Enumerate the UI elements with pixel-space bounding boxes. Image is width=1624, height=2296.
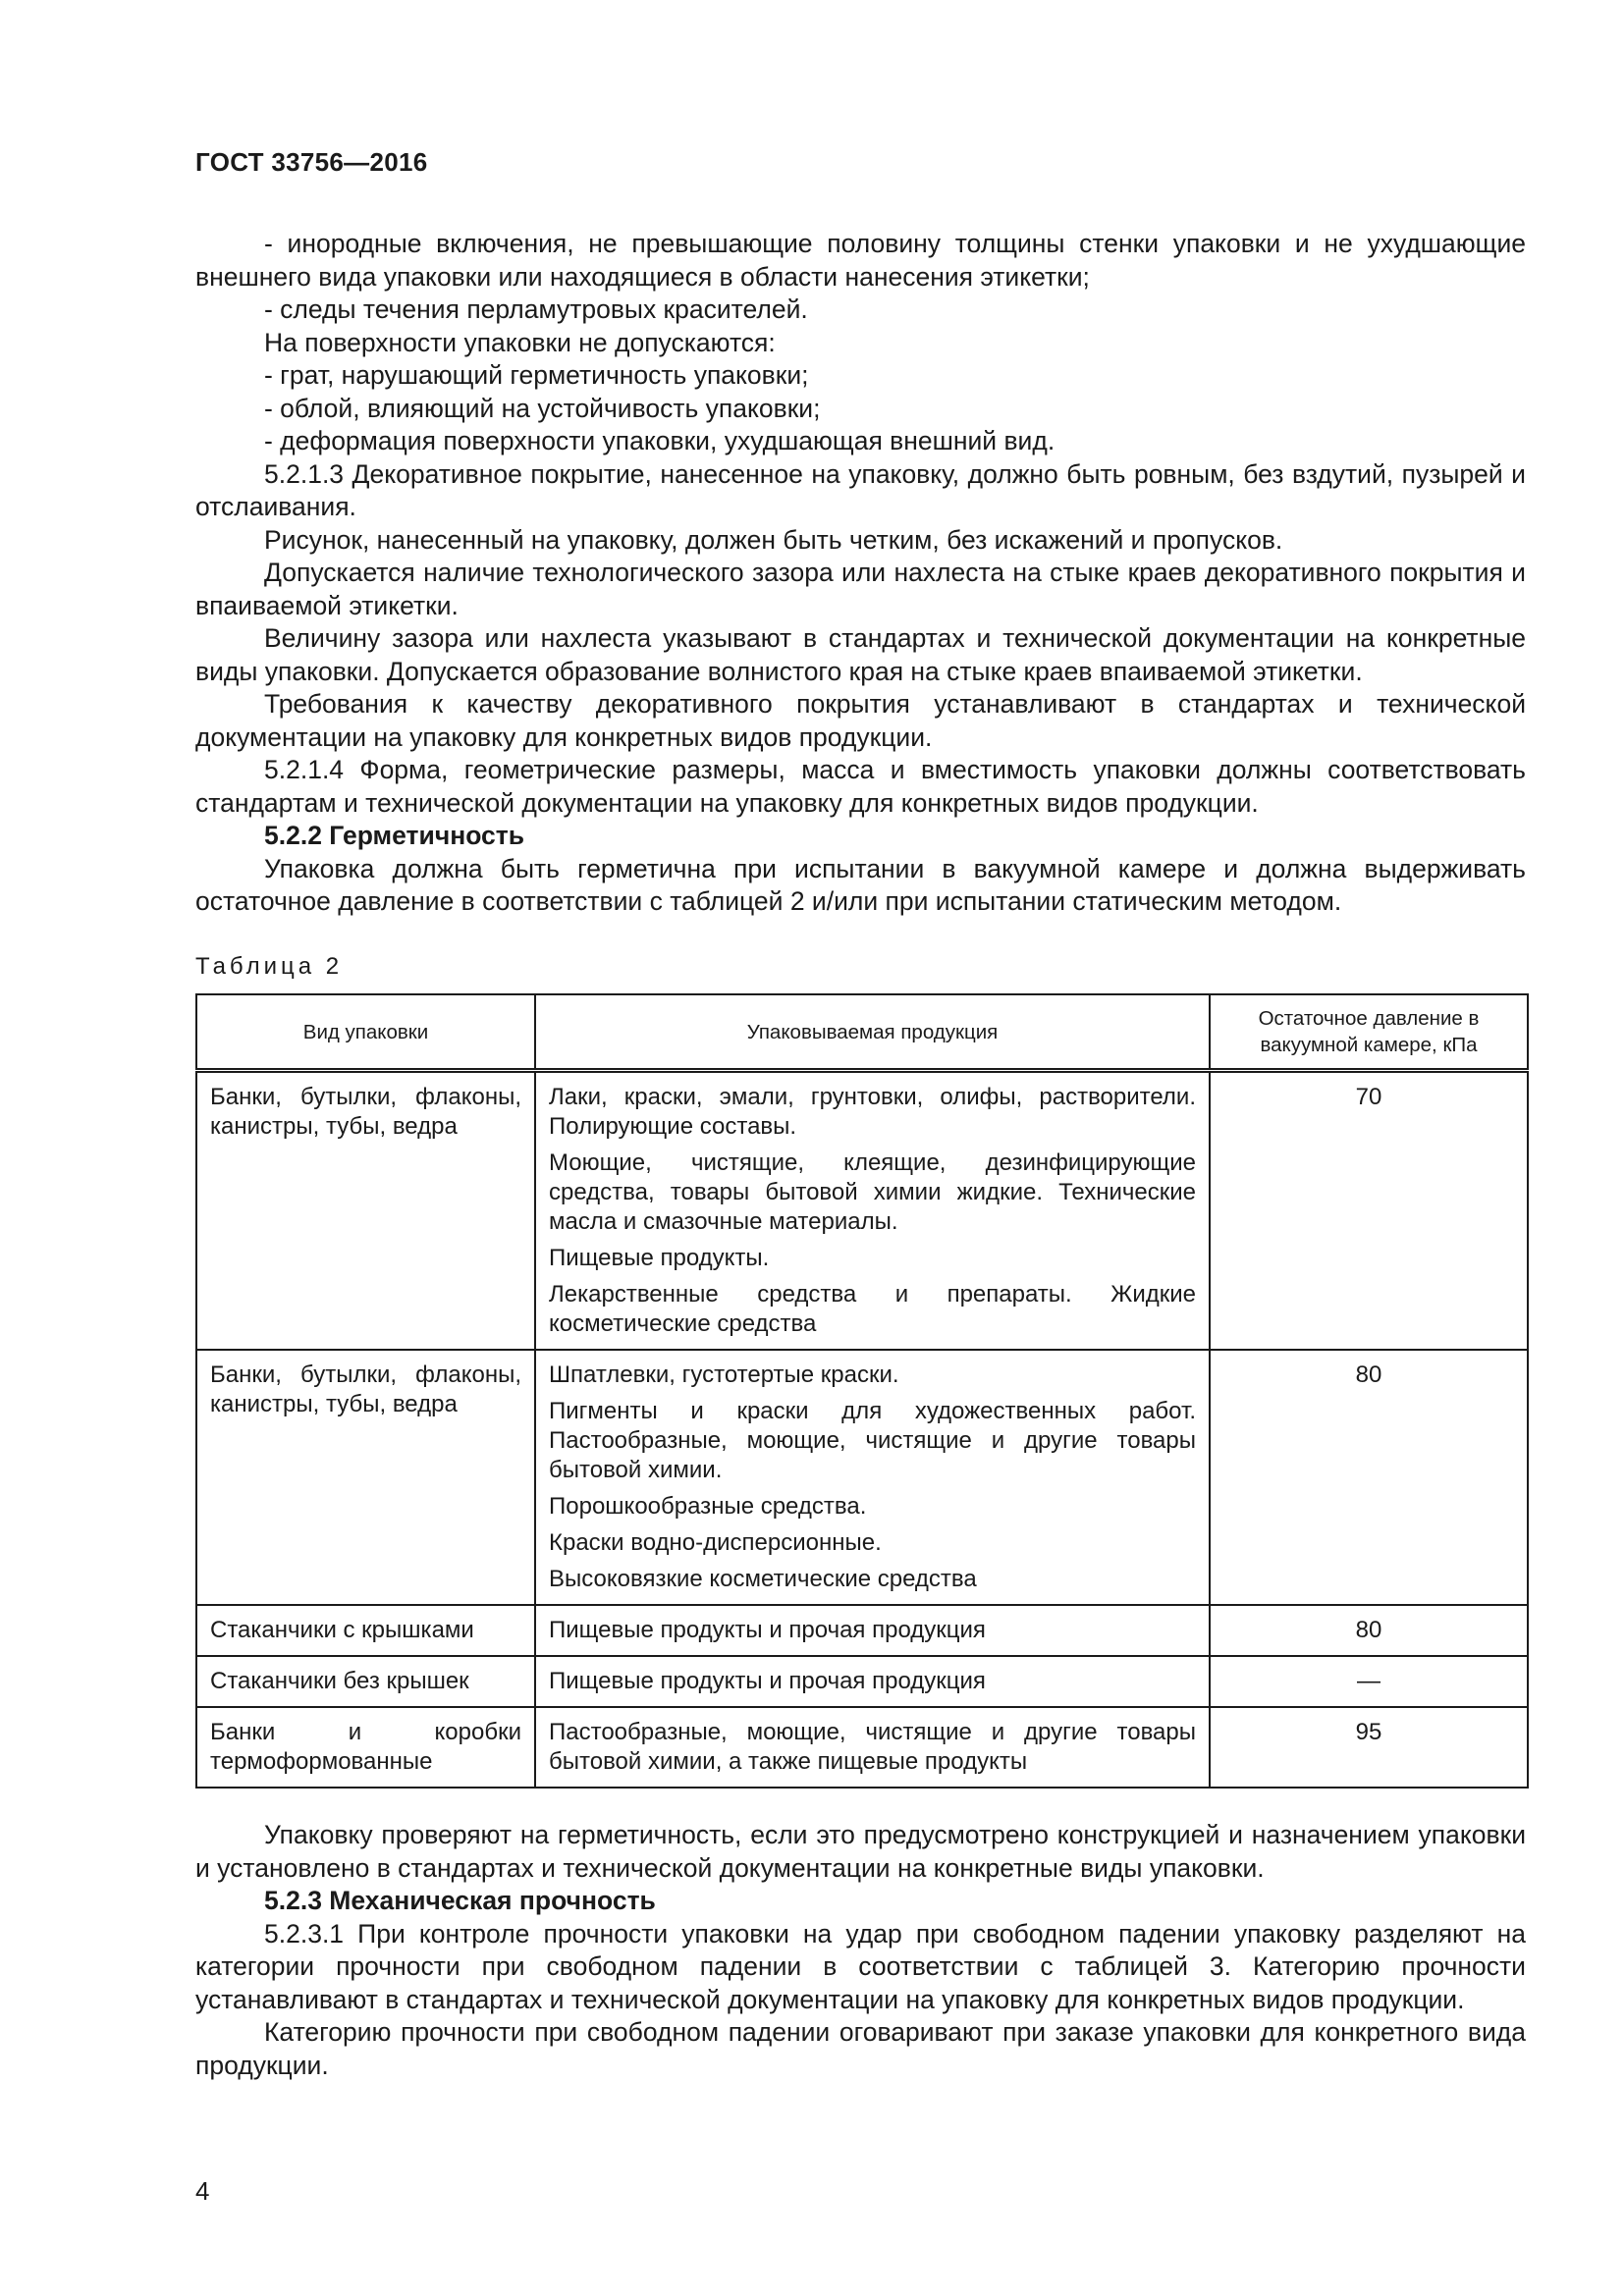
- paragraph: На поверхности упаковки не допускаются:: [264, 327, 776, 357]
- paragraph: - деформация поверхности упаковки, ухудшающая внешний вид.: [264, 426, 1056, 455]
- page-number: 4: [195, 2176, 210, 2206]
- column-header-kind: Вид упаковки: [196, 994, 535, 1071]
- products-cell: [535, 1605, 1210, 1656]
- product-item: Пищевые продукты.: [549, 1245, 770, 1271]
- table-row: [196, 1350, 1528, 1605]
- table-header-row: [196, 994, 1528, 1071]
- paragraph: - грат, нарушающий герметичность упаковки;: [264, 360, 809, 390]
- table-2: [195, 993, 1529, 1789]
- section-heading: 5.2.2 Герметичность: [264, 821, 525, 850]
- paragraph: Допускается наличие технологического зазора или нахлеста на стыке краев декоративного покрытия и впаиваемой этикетки.: [195, 558, 1526, 620]
- table-row: [196, 1605, 1528, 1656]
- pressure-cell: —: [1210, 1656, 1528, 1707]
- package-kind-cell: Стаканчики с крышками: [196, 1605, 535, 1656]
- product-item: Высоковязкие косметические средства: [549, 1566, 977, 1592]
- pressure-cell: 80: [1210, 1605, 1528, 1656]
- product-item: Пищевые продукты и прочая продукция: [549, 1668, 986, 1694]
- pressure-cell: 95: [1210, 1707, 1528, 1788]
- package-kind-cell: Банки и коробки термоформованные: [196, 1707, 535, 1788]
- pressure-cell: 70: [1210, 1071, 1528, 1351]
- paragraph: Требования к качеству декоративного покрытия устанавливают в стандартах и технической документации на упаковку для конкретных видов продукции.: [195, 689, 1526, 752]
- products-cell: [535, 1071, 1210, 1351]
- product-item: Пищевые продукты и прочая продукция: [549, 1617, 986, 1643]
- column-header-pressure: Остаточное давление в вакуумной камере, кПа: [1210, 994, 1528, 1071]
- body-text: [195, 228, 1526, 919]
- paragraph: - инородные включения, не превышающие половину толщины стенки упаковки и не ухудшающие внешнего вида упаковки или находящиеся в области нанесения этикетки;: [195, 229, 1526, 292]
- pressure-cell: 80: [1210, 1350, 1528, 1605]
- product-item: Краски водно-дисперсионные.: [549, 1529, 882, 1556]
- product-item: Лаки, краски, эмали, грунтовки, олифы, растворители. Полирующие составы.: [549, 1084, 1196, 1140]
- table-row: [196, 1071, 1528, 1351]
- paragraph: Рисунок, нанесенный на упаковку, должен быть четким, без искажений и пропусков.: [264, 524, 1283, 555]
- body-text-after-table: [195, 1819, 1526, 2082]
- products-cell: [535, 1350, 1210, 1605]
- paragraph: 5.2.1.3 Декоративное покрытие, нанесенное на упаковку, должно быть ровным, без вздутий, пузырей и отслаивания.: [195, 458, 1526, 521]
- paragraph: Величину зазора или нахлеста указывают в стандартах и технической документации на конкретные виды упаковки. Допускается образование волнистого края на стыке краев впаиваемой этикетки.: [195, 623, 1526, 686]
- table-row: [196, 1656, 1528, 1707]
- paragraph: Упаковка должна быть герметична при испытании в вакуумной камере и должна выдерживать остаточное давление в соответствии с таблицей 2 и/или при испытании статическим методом.: [195, 853, 1526, 916]
- page-header-title: ГОСТ 33756—2016: [195, 147, 428, 177]
- paragraph: 5.2.1.4 Форма, геометрические размеры, масса и вместимость упаковки должны соответствовать стандартам и технической документации на упаковку для конкретных видов продукции.: [195, 755, 1526, 818]
- product-item: Шпатлевки, густотертые краски.: [549, 1362, 899, 1388]
- section-heading: 5.2.3 Механическая прочность: [264, 1886, 656, 1915]
- paragraph: - следы течения перламутровых красителей.: [264, 294, 808, 324]
- paragraph: 5.2.3.1 При контроле прочности упаковки на удар при свободном падении упаковку разделяют на категории прочности при свободном падении в соответствии с таблицей 3. Категорию прочности устанавливают в стандартах и технической документации на упаковку для конкретных видов продукции.: [195, 1918, 1526, 2014]
- product-item: Пигменты и краски для художественных работ. Пастообразные, моющие, чистящие и другие товары бытовой химии.: [549, 1398, 1196, 1483]
- paragraph: Категорию прочности при свободном падении оговаривают при заказе упаковки для конкретного вида продукции.: [195, 2017, 1526, 2080]
- paragraph: - облой, влияющий на устойчивость упаковки;: [264, 393, 821, 423]
- package-kind-cell: Банки, бутылки, флаконы, канистры, тубы, ведра: [196, 1071, 535, 1351]
- product-item: Порошкообразные средства.: [549, 1493, 867, 1520]
- table-caption: Таблица 2: [195, 953, 344, 980]
- product-item: Лекарственные средства и препараты. Жидкие косметические средства: [549, 1281, 1196, 1337]
- package-kind-cell: Стаканчики без крышек: [196, 1656, 535, 1707]
- product-item: Моющие, чистящие, клеящие, дезинфицирующие средства, товары бытовой химии жидкие. Технические масла и смазочные материалы.: [549, 1149, 1196, 1235]
- paragraph: Упаковку проверяют на герметичность, если это предусмотрено конструкцией и назначением упаковки и установлено в стандартах и технической документации на конкретные виды упаковки.: [195, 1820, 1526, 1883]
- products-cell: [535, 1707, 1210, 1788]
- package-kind-cell: Банки, бутылки, флаконы, канистры, тубы, ведра: [196, 1350, 535, 1605]
- products-cell: [535, 1656, 1210, 1707]
- table-row: [196, 1707, 1528, 1788]
- product-item: Пастообразные, моющие, чистящие и другие товары бытовой химии, а также пищевые продукты: [549, 1719, 1196, 1775]
- column-header-products: Упаковываемая продукция: [535, 994, 1210, 1071]
